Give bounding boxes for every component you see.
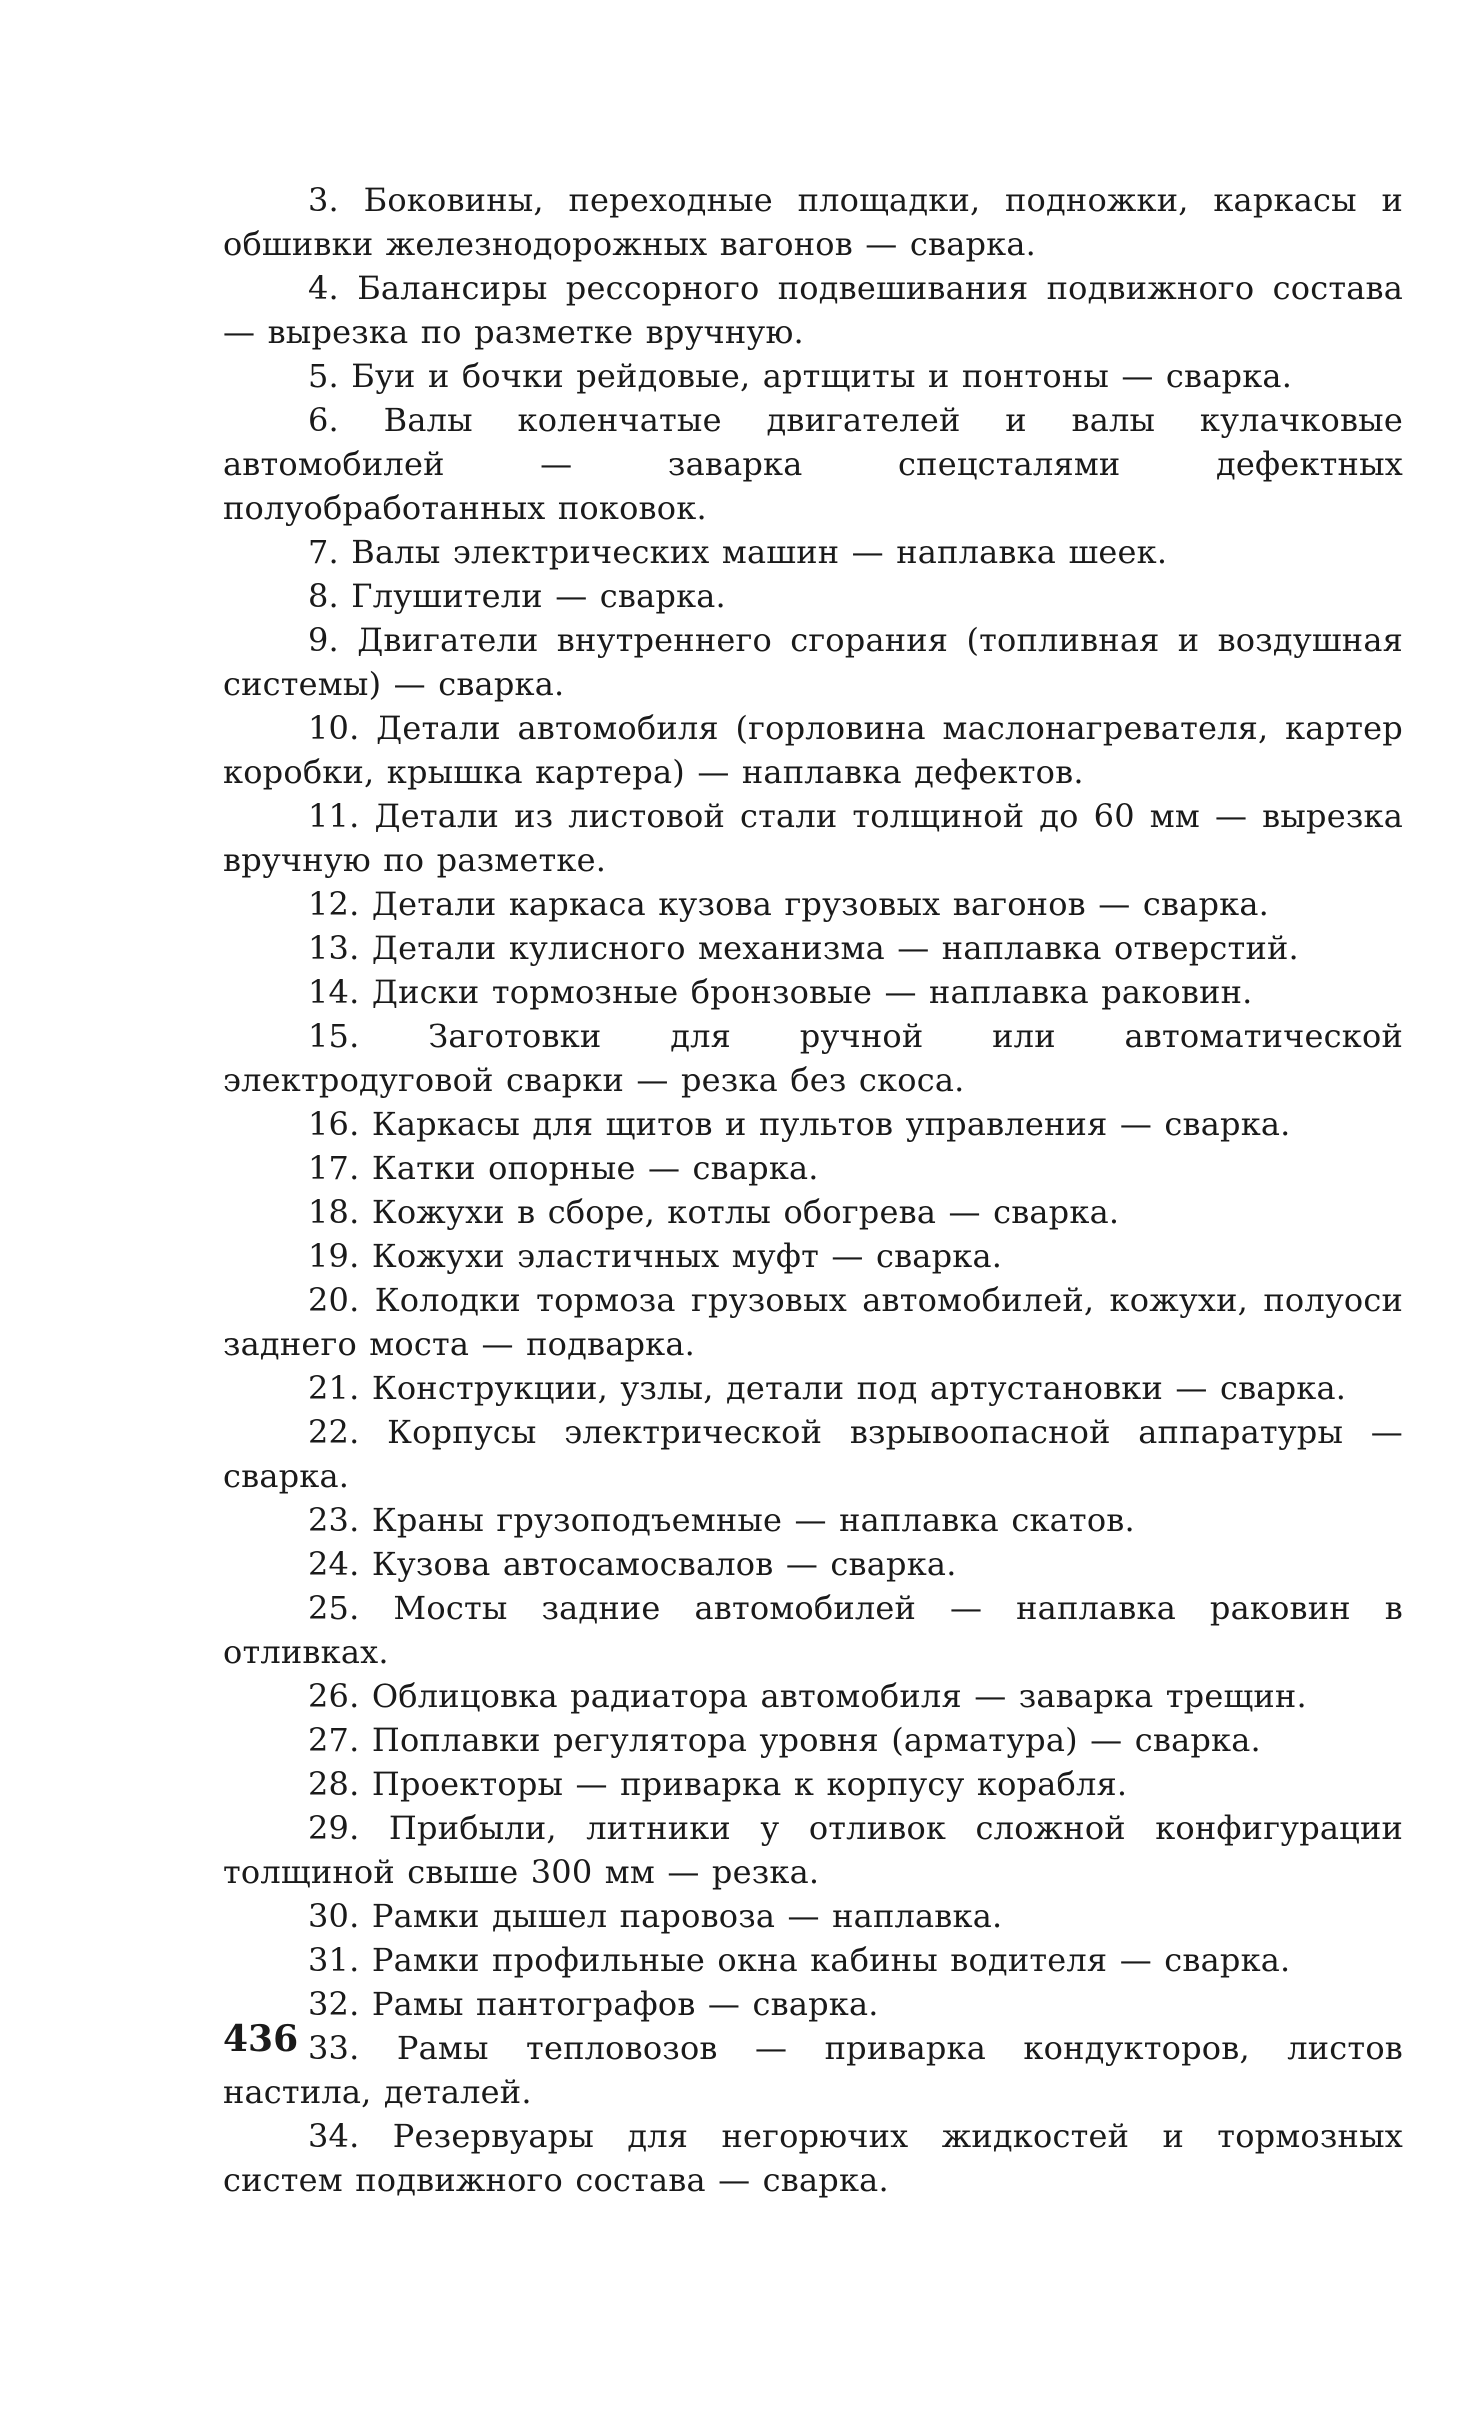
list-item: 12. Детали каркаса кузова грузовых вагонов — сварка. [308,885,1269,923]
list-item: 5. Буи и бочки рейдовые, артщиты и понтоны — сварка. [308,357,1293,395]
list-item: 25. Мосты задние автомобилей — наплавка раковин в отливках. [223,1589,1403,1671]
list-item: 8. Глушители — сварка. [308,577,726,615]
list-item: 16. Каркасы для щитов и пультов управления — сварка. [308,1105,1291,1143]
list-item: 10. Детали автомобиля (горловина маслонагревателя, картер коробки, крышка картера) — наплавка дефектов. [223,709,1403,791]
list-item: 26. Облицовка радиатора автомобиля — заварка трещин. [308,1677,1307,1715]
list-item: 27. Поплавки регулятора уровня (арматура) — сварка. [308,1721,1261,1759]
list-item: 34. Резервуары для негорючих жидкостей и тормозных систем подвижного состава — сварка. [223,2117,1403,2199]
list-item: 6. Валы коленчатые двигателей и валы кулачковые автомобилей — заварка спецсталями дефектных полуобработанных поковок. [223,401,1403,527]
list-item: 24. Кузова автосамосвалов — сварка. [308,1545,957,1583]
page-number: 436 [223,2018,299,2060]
list-item: 28. Проекторы — приварка к корпусу корабля. [308,1765,1128,1803]
list-item: 13. Детали кулисного механизма — наплавка отверстий. [308,929,1299,967]
list-item: 22. Корпусы электрической взрывоопасной аппаратуры — сварка. [223,1413,1403,1495]
list-item: 19. Кожухи эластичных муфт — сварка. [308,1237,1003,1275]
list-item: 15. Заготовки для ручной или автоматической электродуговой сварки — резка без скоса. [223,1017,1403,1099]
list-item: 4. Балансиры рессорного подвешивания подвижного состава — вырезка по разметке вручную. [223,269,1403,351]
list-item: 30. Рамки дышел паровоза — наплавка. [308,1897,1003,1935]
list-item: 20. Колодки тормоза грузовых автомобилей, кожухи, полуоси заднего моста — подварка. [223,1281,1403,1363]
list-item: 33. Рамы тепловозов — приварка кондукторов, листов настила, деталей. [223,2029,1403,2111]
list-item: 14. Диски тормозные бронзовые — наплавка раковин. [308,973,1253,1011]
list-item: 32. Рамы пантографов — сварка. [308,1985,879,2023]
list-item: 7. Валы электрических машин — наплавка шеек. [308,533,1168,571]
page-body [223,178,1403,2202]
list-item: 9. Двигатели внутреннего сгорания (топливная и воздушная системы) — сварка. [223,621,1403,703]
list-item: 29. Прибыли, литники у отливок сложной конфигурации толщиной свыше 300 мм — резка. [223,1809,1403,1891]
list-item: 11. Детали из листовой стали толщиной до 60 мм — вырезка вручную по разметке. [223,797,1403,879]
list-item: 3. Боковины, переходные площадки, подножки, каркасы и обшивки железнодорожных вагонов — сварка. [223,181,1403,263]
list-item: 17. Катки опорные — сварка. [308,1149,819,1187]
list-item: 31. Рамки профильные окна кабины водителя — сварка. [308,1941,1291,1979]
list-item: 21. Конструкции, узлы, детали под артустановки — сварка. [308,1369,1347,1407]
list-item: 23. Краны грузоподъемные — наплавка скатов. [308,1501,1135,1539]
list-item: 18. Кожухи в сборе, котлы обогрева — сварка. [308,1193,1120,1231]
